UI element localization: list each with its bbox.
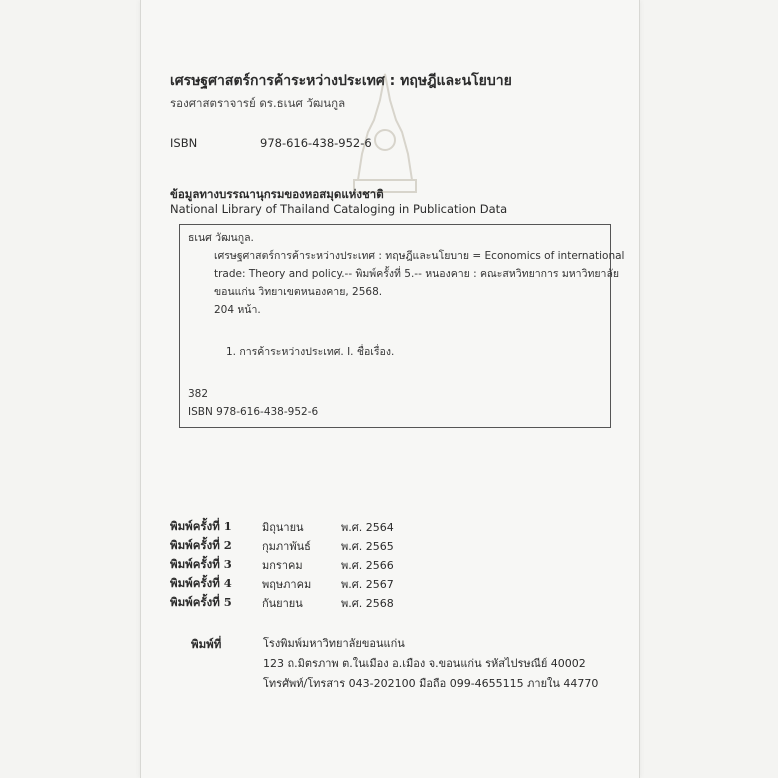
publisher-info	[263, 634, 598, 694]
printing-year: พ.ศ. 2565	[341, 540, 394, 553]
cip-author-line: ธเนศ วัฒนกูล.	[188, 232, 254, 244]
cip-heading-thai: ข้อมูลทางบรรณานุกรมของหอสมุดแห่งชาติ	[170, 187, 384, 201]
cip-pages-line: 204 หน้า.	[214, 304, 261, 316]
printing-history	[170, 518, 480, 613]
printing-label: พิมพ์ครั้งที่ 3	[170, 557, 232, 571]
printing-year: พ.ศ. 2567	[341, 578, 394, 591]
book-title: เศรษฐศาสตร์การค้าระหว่างประเทศ : ทฤษฎีและนโยบาย	[170, 73, 512, 89]
cip-classification: 382	[188, 388, 209, 400]
isbn-value: 978-616-438-952-6	[260, 136, 372, 150]
publisher-phone: โทรศัพท์/โทรสาร 043-202100 มือถือ 099-4655115 ภายใน 44770	[263, 677, 599, 690]
cip-record-box	[179, 224, 625, 428]
printing-row	[170, 556, 480, 575]
cip-heading-english: National Library of Thailand Cataloging in Publication Data	[170, 202, 508, 216]
cip-title-line-3: ขอนแก่น วิทยาเขตหนองคาย, 2568.	[214, 286, 383, 298]
book-author: รองศาสตราจารย์ ดร.ธเนศ วัฒนกูล	[170, 96, 346, 110]
printing-row	[170, 594, 480, 613]
printing-year: พ.ศ. 2566	[341, 559, 394, 572]
cip-subject-line: 1. การค้าระหว่างประเทศ. I. ชื่อเรื่อง.	[226, 346, 395, 358]
publisher-address: 123 ถ.มิตรภาพ ต.ในเมือง อ.เมือง จ.ขอนแก่น รหัสไปรษณีย์ 40002	[263, 657, 586, 670]
cip-isbn: ISBN 978-616-438-952-6	[188, 406, 319, 418]
printing-year: พ.ศ. 2564	[341, 521, 394, 534]
printing-year: พ.ศ. 2568	[341, 597, 394, 610]
printing-row	[170, 518, 480, 537]
printing-month: มิถุนายน	[262, 521, 304, 534]
printing-row	[170, 575, 480, 594]
printing-label: พิมพ์ครั้งที่ 5	[170, 595, 232, 609]
isbn-label: ISBN	[170, 136, 198, 150]
printing-label: พิมพ์ครั้งที่ 2	[170, 538, 232, 552]
printing-month: กุมภาพันธ์	[262, 540, 311, 553]
printing-month: พฤษภาคม	[262, 578, 312, 591]
isbn-row	[170, 136, 372, 150]
printing-row	[170, 537, 480, 556]
printing-label: พิมพ์ครั้งที่ 4	[170, 576, 232, 590]
cip-title-line-1: เศรษฐศาสตร์การค้าระหว่างประเทศ : ทฤษฎีและนโยบาย = Economics of international	[214, 250, 625, 262]
cip-title-line-2: trade: Theory and policy.-- พิมพ์ครั้งที่ 5.-- หนองคาย : คณะสหวิทยาการ มหาวิทยาลัย	[214, 268, 620, 280]
printing-month: มกราคม	[262, 559, 303, 572]
publisher-label: พิมพ์ที่	[191, 637, 222, 651]
publisher-name: โรงพิมพ์มหาวิทยาลัยขอนแก่น	[263, 637, 405, 650]
printing-label: พิมพ์ครั้งที่ 1	[170, 519, 232, 533]
printing-month: กันยายน	[262, 597, 303, 610]
